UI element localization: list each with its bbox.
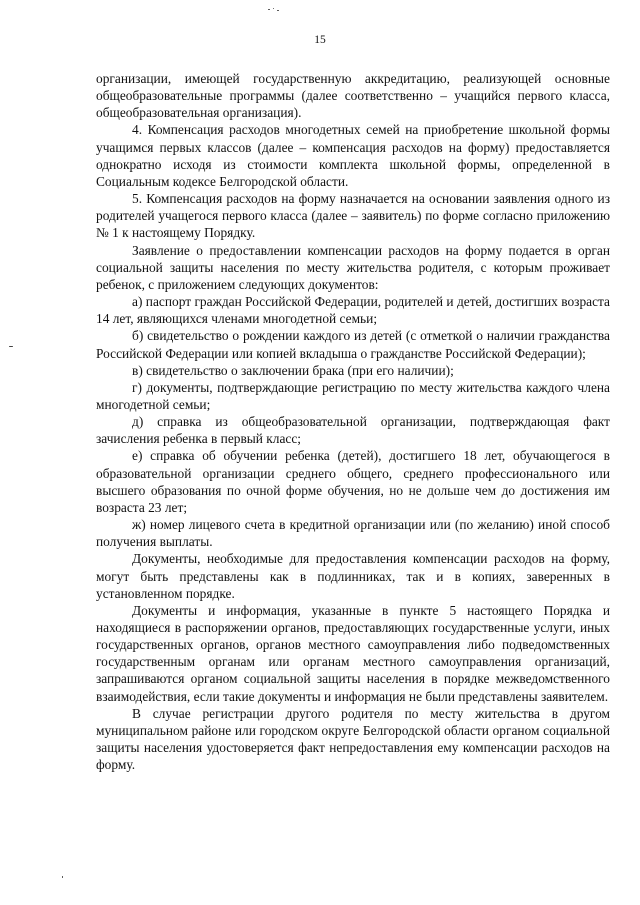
scan-speck-left bbox=[9, 346, 13, 347]
list-item-v: в) свидетельство о заключении брака (при его наличии); bbox=[132, 362, 454, 378]
scan-speck-top-2 bbox=[273, 8, 274, 9]
document-body bbox=[96, 70, 610, 773]
paragraph-item-5: 5. Компенсация расходов на форму назначается на основании заявления одного из родителей учащегося первого класса (далее – заявитель) по форме согласно приложению № 1 к настоящему Порядку. bbox=[96, 191, 610, 241]
paragraph-continuation: организации, имеющей государственную аккредитацию, реализующей основные общеобразовательные программы (далее соответственно – учащийся первого класса, общеобразовательная организация). bbox=[96, 71, 610, 121]
page-number: 15 bbox=[314, 34, 326, 46]
scan-speck-bottom-left bbox=[62, 876, 63, 878]
list-item-b: б) свидетельство о рождении каждого из детей (с отметкой о наличии гражданства Российской Федерации или копией вкладыша о гражданстве Российской Федерации); bbox=[96, 328, 610, 361]
paragraph-interagency: Документы и информация, указанные в пункте 5 настоящего Порядка и находящиеся в распоряжении органов, предоставляющих государственные услуги, иных государственных органов, органов местного самоуправления либо подведомственных государственным органам или органам местного самоуправления организаций, запрашиваются органом социальной защиты населения в порядке межведомственного взаимодействия, если такие документы и информация не были представлены заявителем. bbox=[96, 602, 610, 704]
paragraph-item-4: 4. Компенсация расходов многодетных семей на приобретение школьной формы учащимся первых классов (далее – компенсация расходов на форму) предоставляется однократно исходя из стоимости комплекта школьной формы, определенной в Социальным кодексе Белгородской области. bbox=[96, 122, 610, 189]
paragraph-documents-form: Документы, необходимые для предоставления компенсации расходов на форму, могут быть представлены как в подлинниках, так и в копиях, заверенных в установленном порядке. bbox=[96, 551, 610, 601]
scan-speck-top bbox=[268, 9, 270, 10]
list-item-g: г) документы, подтверждающие регистрацию по месту жительства каждого члена многодетной семьи; bbox=[96, 379, 610, 412]
scan-speck-top-3 bbox=[277, 10, 279, 11]
paragraph-application: Заявление о предоставлении компенсации расходов на форму подается в орган социальной защиты населения по месту жительства родителя, с которым проживает ребенок, с приложением следующих документов: bbox=[96, 242, 610, 292]
list-item-d: д) справка из общеобразовательной организации, подтверждающая факт зачисления ребенка в первый класс; bbox=[96, 414, 610, 447]
paragraph-other-parent: В случае регистрации другого родителя по месту жительства в другом муниципальном районе или городском округе Белгородской области органом социальной защиты населения удостоверяется факт непредоставления ему компенсации расходов на форму. bbox=[96, 705, 610, 773]
list-item-a: а) паспорт граждан Российской Федерации, родителей и детей, достигших возраста 14 лет, являющихся членами многодетной семьи; bbox=[96, 294, 610, 327]
list-item-zh: ж) номер лицевого счета в кредитной организации или (по желанию) иной способ получения выплаты. bbox=[96, 517, 610, 550]
list-item-e: е) справка об обучении ребенка (детей), достигшего 18 лет, обучающегося в образовательной организации среднего общего, среднего профессионального или высшего образования по очной форме обучения, но не дольше чем до достижения им возраста 23 лет; bbox=[96, 448, 610, 515]
